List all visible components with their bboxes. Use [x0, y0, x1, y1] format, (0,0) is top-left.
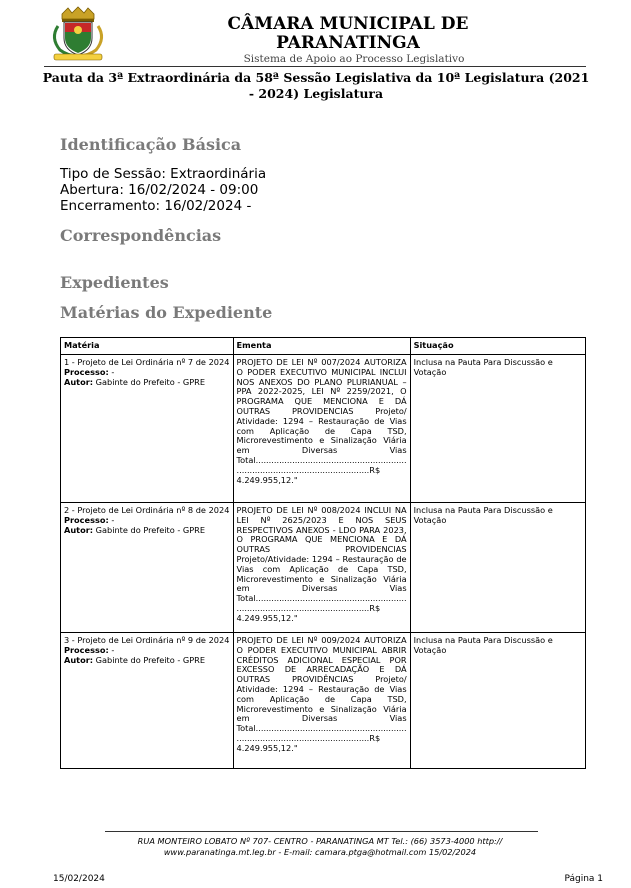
processo-value: -: [108, 366, 115, 377]
processo-value: -: [108, 644, 115, 655]
situacao-cell: Inclusa na Pauta Para Discussão e Votação: [410, 633, 585, 769]
pauta-title: Pauta da 3ª Extraordinária da 58ª Sessão Legislativa da 10ª Legislatura (2021 - 2024) Legislatura: [42, 70, 590, 101]
table-row: [61, 503, 586, 633]
municipal-crest-logo: [48, 6, 108, 62]
system-subtitle: Sistema de Apoio ao Processo Legislativo: [243, 53, 465, 65]
chamber-title: CÂMARA MUNICIPAL DE PARANATINGA: [227, 14, 469, 53]
section-identificacao: Identificação Básica: [60, 135, 242, 154]
header-divider: [44, 66, 586, 67]
autor-value: Gabinte do Prefeito - GPRE: [93, 654, 206, 665]
materias-table: [60, 337, 586, 769]
materia-name: 2 - Projeto de Lei Ordinária nº 8 de 2024: [64, 505, 230, 515]
col-situacao: Situação: [410, 338, 585, 355]
ementa-value: 4.249.955,12.": [236, 742, 298, 753]
processo-label: Processo:: [64, 514, 109, 525]
ementa-rs: ...................................................R$: [236, 602, 381, 613]
footer-date: 15/02/2024: [53, 874, 105, 884]
tipo-sessao: Tipo de Sessão: Extraordinária: [60, 166, 267, 182]
table-header-row: [61, 338, 586, 355]
ementa-text: PROJETO DE LEI Nº 008/2024 INCLUI NA LEI Nº 2625/2023 E NOS SEUS RESPECTIVOS ANEXOS - LDO PARA 2023, O PROGRAMA QUE MENCIONA E DÁ OUTRAS PROVIDENCIAS Projeto/Atividade: 1294 – Restauração de Vias com Aplicação de Capa TSD, Microrevestimento e Sinalização Viária em Diversas Vias Total..........................................................: [236, 505, 407, 604]
autor-value: Gabinte do Prefeito - GPRE: [93, 376, 206, 387]
ementa-rs: ...................................................R$: [236, 732, 381, 743]
processo-label: Processo:: [64, 644, 109, 655]
ementa-value: 4.249.955,12.": [236, 474, 298, 485]
autor-label: Autor:: [64, 654, 94, 665]
identificacao-info: [60, 166, 266, 214]
table-row: [61, 633, 586, 769]
footer-address: [95, 836, 545, 858]
table-row: [61, 355, 586, 503]
ementa-value: 4.249.955,12.": [236, 612, 298, 623]
ementa-text: PROJETO DE LEI Nº 007/2024 AUTORIZA O PODER EXECUTIVO MUNICIPAL INCLUI NOS ANEXOS DO PLANO PLURIANUAL – PPA 2022-2025, LEI Nº 2259/2021, O PROGRAMA QUE MENCIONA E DÁ OUTRAS PROVIDENCIAS Projeto/ Atividade: 1294 – Restauração de Vias com Aplicação de Capa TSD, Microrevestimento e Sinalização Viária em Diversas Vias Total..........................................................: [236, 357, 407, 465]
ementa-text: PROJETO DE LEI Nº 009/2024 AUTORIZA O PODER EXECUTIVO MUNICIPAL ABRIR CRÉDITOS ADICIONAL ESPECIAL POR EXCESSO DE ARRECADAÇÃO E DÁ OUTRAS PROVIDÊNCIAS Projeto/ Atividade: 1294 – Restauração de Vias com Aplicação de Capa TSD, Microrevestimento e Sinalização Viária em Diversas Vias Total..........................................................: [236, 635, 407, 734]
section-materias: Matérias do Expediente: [60, 303, 273, 322]
autor-label: Autor:: [64, 524, 94, 535]
situacao-cell: Inclusa na Pauta Para Discussão e Votação: [410, 355, 585, 503]
footer-address-line1: RUA MONTEIRO LOBATO Nº 707- CENTRO - PARANATINGA MT Tel.: (66) 3573-4000 http://: [137, 836, 503, 846]
ementa-cell: [233, 355, 410, 503]
situacao-cell: Inclusa na Pauta Para Discussão e Votação: [410, 503, 585, 633]
processo-value: -: [108, 514, 115, 525]
footer-address-line2: www.paranatinga.mt.leg.br - E-mail: camara.ptga@hotmail.com 15/02/2024: [163, 847, 477, 857]
abertura: Abertura: 16/02/2024 - 09:00: [60, 182, 259, 198]
section-expedientes: Expedientes: [60, 273, 169, 292]
materia-cell: [61, 355, 234, 503]
autor-label: Autor:: [64, 376, 94, 387]
materia-name: 1 - Projeto de Lei Ordinária nº 7 de 2024: [64, 357, 230, 367]
ementa-cell: [233, 633, 410, 769]
ementa-rs: ...................................................R$: [236, 464, 381, 475]
page-number: Página 1: [564, 874, 603, 884]
autor-value: Gabinte do Prefeito - GPRE: [93, 524, 206, 535]
materia-name: 3 - Projeto de Lei Ordinária nº 9 de 2024: [64, 635, 230, 645]
col-ementa: Ementa: [233, 338, 410, 355]
ementa-cell: [233, 503, 410, 633]
materia-cell: [61, 633, 234, 769]
materia-cell: [61, 503, 234, 633]
section-correspondencias: Correspondências: [60, 226, 222, 245]
col-materia: Matéria: [61, 338, 234, 355]
encerramento: Encerramento: 16/02/2024 -: [60, 198, 252, 214]
footer-divider: [105, 831, 538, 832]
processo-label: Processo:: [64, 366, 109, 377]
